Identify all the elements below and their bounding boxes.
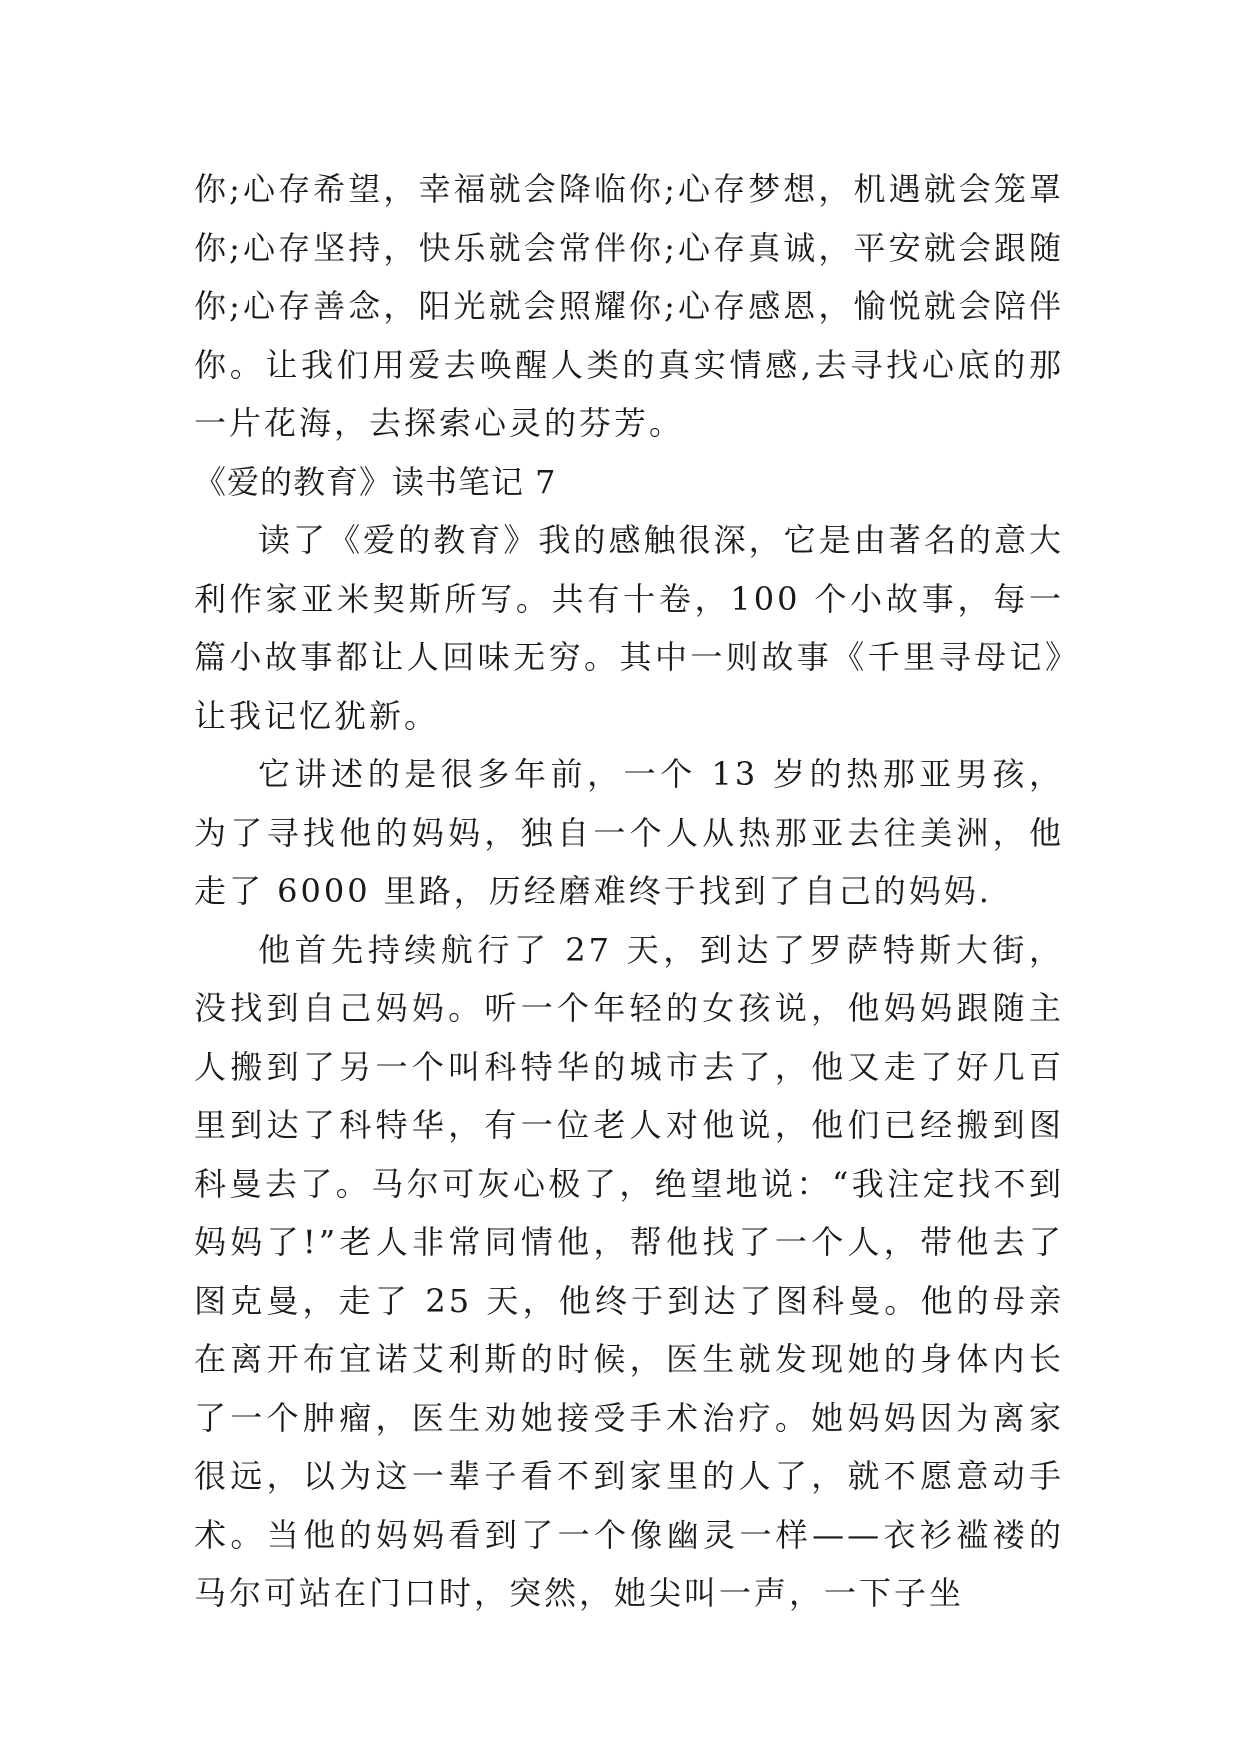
paragraph-continued: 你;心存希望，幸福就会降临你;心存梦想，机遇就会笼罩你;心存坚持，快乐就会常伴你;心存真诚，平安就会跟随你;心存善念，阳光就会照耀你;心存感恩，愉悦就会陪伴你。让我们用爱去唤醒人类的真实情感,去寻找心底的那一片花海，去探索心灵的芬芳。 [194, 170, 1064, 442]
document-body [194, 160, 1064, 1623]
paragraph-1: 读了《爱的教育》我的感触很深，它是由著名的意大利作家亚米契斯所写。共有十卷，100 个小故事，每一篇小故事都让人回味无穷。其中一则故事《千里寻母记》让我记忆犹新。 [194, 521, 1064, 735]
section-title: 《爱的教育》读书笔记 7 [194, 462, 557, 501]
paragraph-2: 它讲述的是很多年前，一个 13 岁的热那亚男孩，为了寻找他的妈妈，独自一个人从热那亚去往美洲，他走了 6000 里路，历经磨难终于找到了自己的妈妈. [194, 755, 1064, 910]
paragraph-3: 他首先持续航行了 27 天，到达了罗萨特斯大街，没找到自己妈妈。听一个年轻的女孩说，他妈妈跟随主人搬到了另一个叫科特华的城市去了，他又走了好几百里到达了科特华，有一位老人对他说，他们已经搬到图科曼去了。马尔可灰心极了，绝望地说：“我注定找不到妈妈了!”老人非常同情他，帮他找了一个人，带他去了图克曼，走了 25 天，他终于到达了图科曼。他的母亲在离开布宜诺艾利斯的时候，医生就发现她的身体内长了一个肿瘤，医生劝她接受手术治疗。她妈妈因为离家很远，以为这一辈子看不到家里的人了，就不愿意动手术。当他的妈妈看到了一个像幽灵一样——衣衫褴褛的马尔可站在门口时，突然，她尖叫一声，一下子坐 [194, 930, 1064, 1612]
